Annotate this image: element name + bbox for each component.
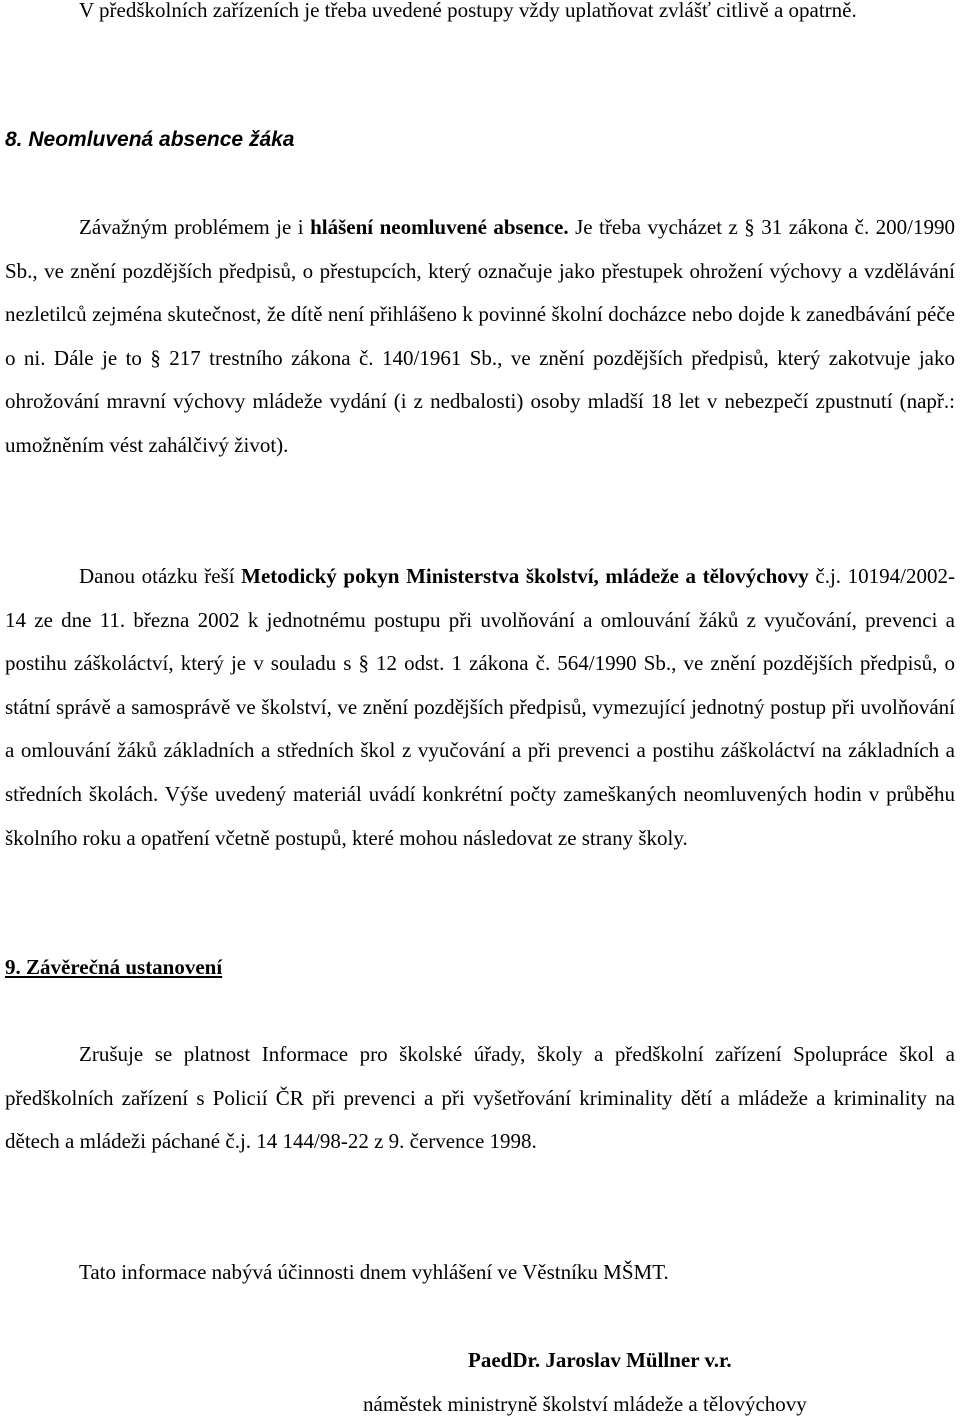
- section-9-heading: 9. Závěrečná ustanovení: [5, 955, 223, 979]
- s8-p2-text-a: Danou otázku řeší: [79, 564, 242, 588]
- section-9-heading-wrap: [5, 946, 955, 990]
- s8-p1-text-a: Závažným problémem je i: [79, 215, 311, 239]
- section-9-paragraph-1: [5, 1033, 955, 1164]
- signature-title: náměstek ministryně školství mládeže a tělovýchovy: [363, 1392, 807, 1416]
- s8-p2-text-c: č.j. 10194/2002-14 ze dne 11. března 2002 k jednotnému postupu při uvolňování a omlouvání žáků z vyučování, prevenci a postihu záškoláctví, který je v souladu s § 12 odst. 1 zákona č. 564/1990 Sb., ve znění pozdějších předpisů, o státní správě a samosprávě ve školství, ve znění pozdějších předpisů, vymezující jednotný postup při uvolňování a omlouvání žáků základních a středních škol z vyučování a při prevenci a postihu záškoláctví na základních a středních školách. Výše uvedený materiál uvádí konkrétní počty zameškaných neomluvených hodin v průběhu školního roku a opatření včetně postupů, které mohou následovat ze strany školy.: [5, 564, 955, 850]
- intro-text: V předškolních zařízeních je třeba uvedené postupy vždy uplatňovat zvlášť citlivě a opatrně.: [79, 0, 857, 22]
- s8-p1-bold: hlášení neomluvené absence.: [310, 215, 569, 239]
- s9-p1-text: Zrušuje se platnost Informace pro školské úřady, školy a předškolní zařízení Spolupráce škol a předškolních zařízení s Policií ČR při prevenci a při vyšetřování kriminality dětí a mládeže a kriminality na dětech a mládeži páchané č.j. 14 144/98-22 z 9. července 1998.: [5, 1042, 955, 1154]
- s9-p2-text: Tato informace nabývá účinnosti dnem vyhlášení ve Věstníku MŠMT.: [79, 1260, 669, 1284]
- section-8-paragraph-1: [5, 206, 955, 468]
- signature-name: PaedDr. Jaroslav Müllner v.r.: [468, 1348, 732, 1372]
- section-8-paragraph-2: [5, 555, 955, 860]
- section-8-heading: 8. Neomluvená absence žáka: [5, 128, 295, 151]
- section-9-paragraph-2: [5, 1251, 955, 1295]
- s8-p2-bold: Metodický pokyn Ministerstva školství, mládeže a tělovýchovy: [241, 564, 809, 588]
- intro-paragraph: [5, 0, 955, 33]
- s8-p1-text-c: Je třeba vycházet z § 31 zákona č. 200/1990 Sb., ve znění pozdějších předpisů, o přestupcích, který označuje jako přestupek ohrožení výchovy a vzdělávání nezletilců zejména skutečnost, že dítě není přihlášeno k povinné školní docházce nebo dojde k zanedbávání péče o ni. Dále je to § 217 trestního zákona č. 140/1961 Sb., ve znění pozdějších předpisů, který zakotvuje jako ohrožování mravní výchovy mládeže vydání (i z nedbalosti) osoby mladší 18 let v nebezpečí zpustnutí (např.: umožněním vést zahálčivý život).: [5, 215, 955, 457]
- section-8-heading-wrap: [5, 118, 955, 162]
